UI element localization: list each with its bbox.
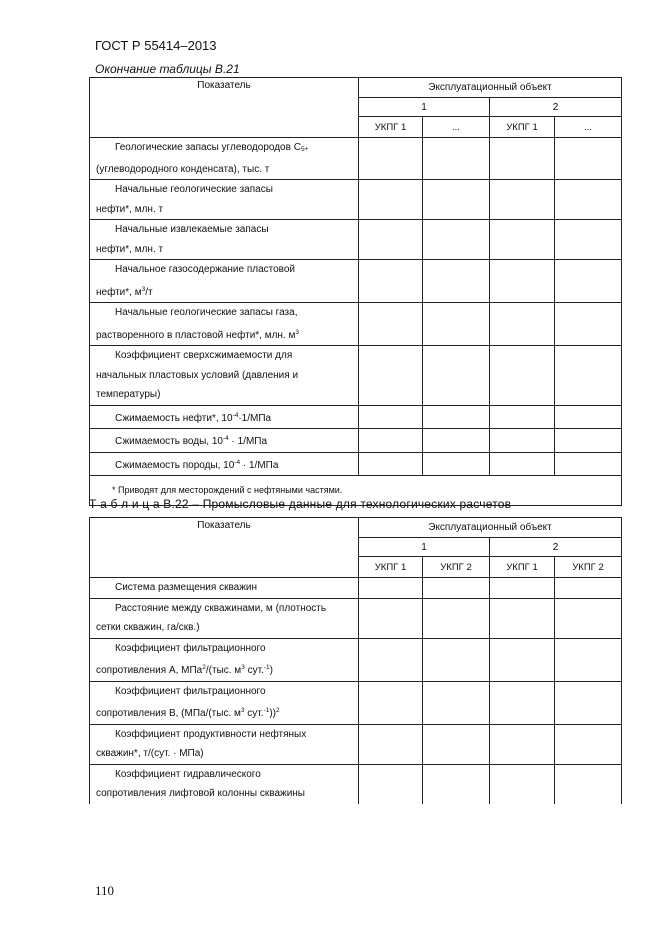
subcol-header: УКПГ 1 <box>359 117 423 138</box>
subcol-header: УКПГ 2 <box>423 557 490 578</box>
subcol-header: ... <box>555 117 622 138</box>
table-row: Сжимаемость нефти*, $10^{-4}\cdot 1$/МПа <box>90 405 622 429</box>
table-row: Начальное газосодержание пластовой нефти*, $м^3/т$ <box>90 260 622 303</box>
table-row: Коэффициент продуктивности нефтяных скважин*, т/(сут. · МПа) <box>90 724 622 764</box>
table-b21 <box>89 77 622 506</box>
table-row: Расстояние между скважинами, м (плотность сетки скважин, га/скв.) <box>90 598 622 638</box>
table-row: Коэффициент гидравлического сопротивления лифтовой колонны скважины <box>90 764 622 804</box>
col-header-indicator: Показатель <box>90 518 359 578</box>
table-b22-caption: Т а б л и ц а В.22 – Промысловые данные для технологических расчетов <box>89 497 512 511</box>
page-number: 110 <box>95 883 115 898</box>
object-number-1: 1 <box>359 98 490 117</box>
subcol-header: УКПГ 1 <box>359 557 423 578</box>
table-footnote: * Приводят для месторождений с нефтяными частями. <box>90 476 622 506</box>
table-row: Система размещения скважин <box>90 578 622 599</box>
table-row: Геологические запасы углеводородов $С_{5+}$ (углеводородного конденсата), тыс. т <box>90 138 622 180</box>
table-row: Сжимаемость воды, $10^{-4} \cdot 1/МПа$ <box>90 429 622 453</box>
table-b21-caption: Окончание таблицы В.21 <box>95 62 240 76</box>
subcol-header: УКПГ 1 <box>490 557 555 578</box>
document-id: ГОСТ Р 55414–2013 <box>95 38 217 53</box>
object-number-2: 2 <box>490 98 622 117</box>
col-header-indicator: Показатель <box>90 78 359 138</box>
table-row: Начальные геологические запасы газа, растворенного в пластовой нефти*, млн. $м^3$ <box>90 303 622 346</box>
subcol-header: УКПГ 1 <box>490 117 555 138</box>
table-row: Сжимаемость породы, $10^{-4} \cdot 1/МПа$ <box>90 452 622 476</box>
table-b22 <box>89 517 622 804</box>
table-row: Начальные геологические запасы нефти*, млн. т <box>90 180 622 220</box>
table-row: Начальные извлекаемые запасы нефти*, млн. т <box>90 220 622 260</box>
object-number-1: 1 <box>359 538 490 557</box>
col-header-object: Эксплуатационный объект <box>359 518 622 538</box>
table-row: Коэффициент фильтрационного сопротивления А, МПа$^2$/(тыс. $м^3$ сут.$^{-1}$) <box>90 638 622 681</box>
subcol-header: УКПГ 2 <box>555 557 622 578</box>
table-row: Коэффициент сверхсжимаемости для начальных пластовых условий (давления и температуры) <box>90 346 622 406</box>
col-header-object: Эксплуатационный объект <box>359 78 622 98</box>
object-number-2: 2 <box>490 538 622 557</box>
subcol-header: ... <box>423 117 490 138</box>
table-row: Коэффициент фильтрационного сопротивления В, (МПа/(тыс. $м^3$ сут.$^{-1}$))$^2$ <box>90 681 622 724</box>
